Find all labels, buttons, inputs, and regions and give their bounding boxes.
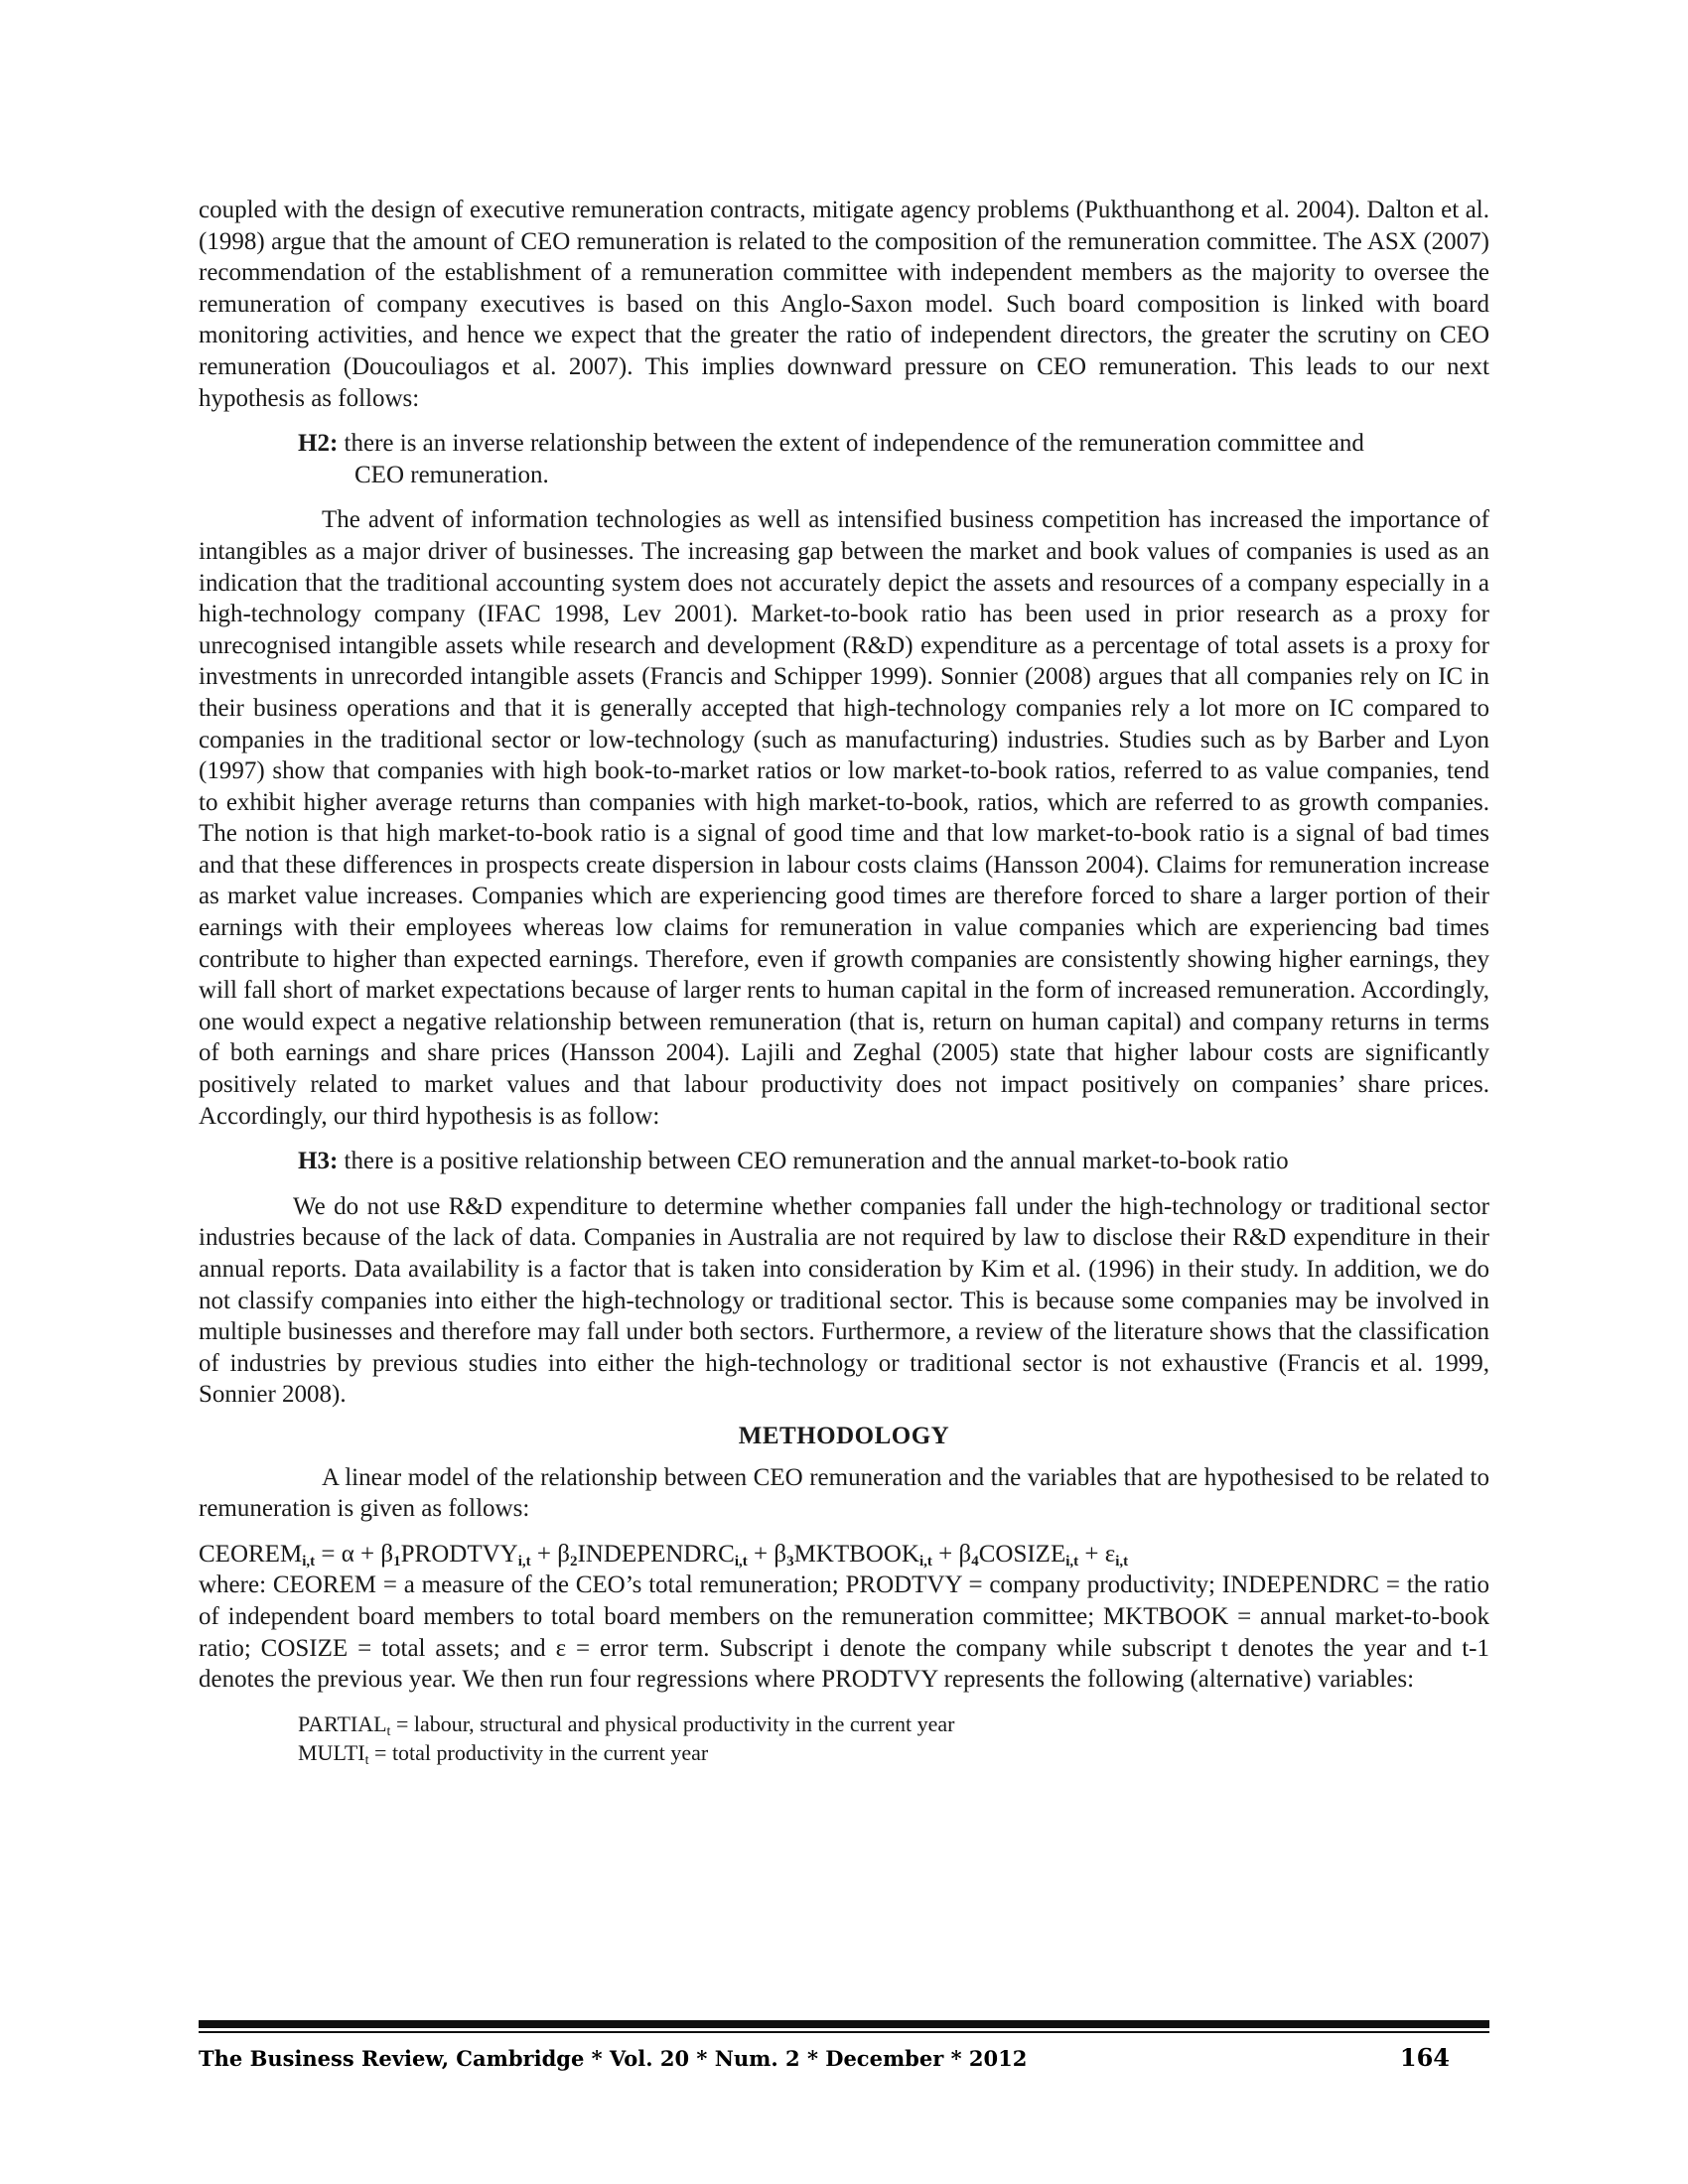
- formula-part: + β: [931, 1540, 972, 1568]
- formula-subscript: i,t: [517, 1553, 531, 1570]
- formula-part: + ε: [1078, 1540, 1116, 1568]
- formula-subscript: 3: [786, 1553, 794, 1570]
- variable-name: PARTIAL: [298, 1710, 387, 1736]
- formula-part: + β: [530, 1540, 570, 1568]
- paragraph-5: where: CEOREM = a measure of the CEO’s total remuneration; PRODTVY = company productivity; INDEPENDRC = the ratio of independent board members to total board members on the remuneration committee; MKTBOOK = annual market-to-book ratio; COSIZE = total assets; and ε = error term. Subscript i denote the company while subscript t denotes the year and t-1 denotes the previous year. We then run four regressions where PRODTVY represents the following (alternative) variables:: [199, 1571, 1489, 1694]
- spacer: [199, 414, 1489, 428]
- regression-formula: [199, 1539, 1489, 1570]
- formula-part: MKTBOOK: [793, 1540, 919, 1568]
- paragraph-4: A linear model of the relationship between CEO remuneration and the variables that are hypothesised to be related to remuneration is given as follows:: [199, 1463, 1489, 1523]
- spacer: [199, 490, 1489, 504]
- hypothesis-h3: [298, 1146, 1489, 1177]
- methodology-heading: METHODOLOGY: [738, 1422, 950, 1449]
- spacer: [199, 1177, 1489, 1191]
- footer-rule-thick: [199, 2020, 1489, 2028]
- variable-name: MULTI: [298, 1739, 365, 1765]
- formula-subscript: 1: [393, 1553, 401, 1570]
- formula-subscript: i,t: [734, 1553, 748, 1570]
- hypothesis-h2: [298, 428, 1489, 490]
- variable-multi: [298, 1738, 1489, 1767]
- formula-subscript: i,t: [302, 1553, 316, 1570]
- spacer: [199, 1411, 1489, 1421]
- journal-citation: The Business Review, Cambridge * Vol. 20 * Num. 2 * December * 2012: [199, 2046, 1028, 2071]
- paragraph-2: The advent of information technologies as well as intensified business competition has increased the importance of intangibles as a major driver of businesses. The increasing gap between the market and book values of companies is used as an indication that the traditional accounting system does not accurately depict the assets and resources of a company especially in a high-technology company (IFAC 1998, Lev 2001). Market-to-book ratio has been used in prior research as a proxy for unrecognised intangible assets while research and development (R&D) expenditure as a percentage of total assets is a proxy for investments in unrecorded intangible assets (Francis and Schipper 1999). Sonnier (2008) argues that all companies rely on IC in their business operations and that it is generally accepted that high-technology companies rely a lot more on IC compared to companies in the traditional sector or low-technology (such as manufacturing) industries. Studies such as by Barber and Lyon (1997) show that companies with high book-to-market ratios or low market-to-book ratios, referred to as value companies, tend to exhibit higher average returns than companies with high market-to-book, ratios, which are referred to as growth companies. The notion is that high market-to-book ratio is a signal of good time and that low market-to-book ratio is a signal of bad times and that these differences in prospects create dispersion in labour costs claims (Hansson 2004). Claims for remuneration increase as market value increases. Companies which are experiencing good times are therefore forced to share a larger portion of their earnings with their employees whereas low claims for remuneration in value companies which are experiencing bad times contribute to higher than expected earnings. Therefore, even if growth companies are consistently showing higher earnings, they will fall short of market expectations because of larger rents to human capital in the form of increased remuneration. Accordingly, one would expect a negative relationship between remuneration (that is, return on human capital) and company returns in terms of both earnings and share prices (Hansson 2004). Lajili and Zeghal (2005) state that higher labour costs are significantly positively related to market values and that labour productivity does not impact positively on companies’ share prices. Accordingly, our third hypothesis is as follow:: [199, 506, 1489, 1130]
- formula-part: + β: [747, 1540, 787, 1568]
- variable-subscript: t: [386, 1723, 391, 1739]
- formula-part: PRODTVY: [400, 1540, 518, 1568]
- formula-subscript: 4: [971, 1553, 979, 1570]
- formula-part: = α + β: [315, 1540, 394, 1568]
- formula-subscript: i,t: [1065, 1553, 1079, 1570]
- formula-part: INDEPENDRC: [577, 1540, 735, 1568]
- formula-part: COSIZE: [978, 1540, 1066, 1568]
- formula-subscript: i,t: [1115, 1553, 1129, 1570]
- hypothesis-h2-label: H2:: [298, 430, 339, 458]
- formula-part: CEOREM: [199, 1540, 303, 1568]
- variable-subscript: t: [364, 1752, 369, 1768]
- hypothesis-h2-text-line2: CEO remuneration.: [354, 461, 549, 488]
- variable-list: [298, 1709, 1489, 1767]
- spacer: [199, 1525, 1489, 1539]
- paragraph-1: coupled with the design of executive remuneration contracts, mitigate agency problems (Pukthuanthong et al. 2004). Dalton et al. (1998) argue that the amount of CEO remuneration is related to the composition of the remuneration committee. The ASX (2007) recommendation of the establishment of a remuneration committee with independent members as the majority to oversee the remuneration of company executives is based on this Anglo-Saxon model. Such board composition is linked with board monitoring activities, and hence we expect that the greater the ratio of independent directors, the greater the scrutiny on CEO remuneration (Doucouliagos et al. 2007). This implies downward pressure on CEO remuneration. This leads to our next hypothesis as follows:: [199, 197, 1489, 412]
- spacer: [199, 1132, 1489, 1146]
- page-body: [199, 195, 1489, 1767]
- footer-row: [199, 2043, 1489, 2072]
- formula-subscript: i,t: [918, 1553, 932, 1570]
- page-number: 164: [1399, 2043, 1450, 2072]
- spacer: [199, 1696, 1489, 1709]
- spacer: [199, 1452, 1489, 1462]
- variable-description: = total productivity in the current year: [368, 1739, 709, 1765]
- paragraph-3: We do not use R&D expenditure to determine whether companies fall under the high-technology or traditional sector industries because of the lack of data. Companies in Australia are not required by law to disclose their R&D expenditure in their annual reports. Data availability is a factor that is taken into consideration by Kim et al. (1996) in their study. In addition, we do not classify companies into either the high-technology or traditional sector. This is because some companies may be involved in multiple businesses and therefore may fall under both sectors. Furthermore, a review of the literature shows that the classification of industries by previous studies into either the high-technology or traditional sector is not exhaustive (Francis et al. 1999, Sonnier 2008).: [199, 1192, 1489, 1409]
- variable-partial: [298, 1709, 1489, 1738]
- variable-description: = labour, structural and physical productivity in the current year: [390, 1710, 955, 1736]
- page-footer: [199, 2020, 1489, 2072]
- hypothesis-h2-text-line1: there is an inverse relationship between the extent of independence of the remuneration committee and: [344, 430, 1364, 458]
- footer-rule-thin: [199, 2031, 1489, 2033]
- hypothesis-h3-label: H3:: [298, 1148, 339, 1175]
- hypothesis-h3-text: there is a positive relationship between CEO remuneration and the annual market-to-book ratio: [344, 1148, 1289, 1175]
- formula-subscript: 2: [569, 1553, 578, 1570]
